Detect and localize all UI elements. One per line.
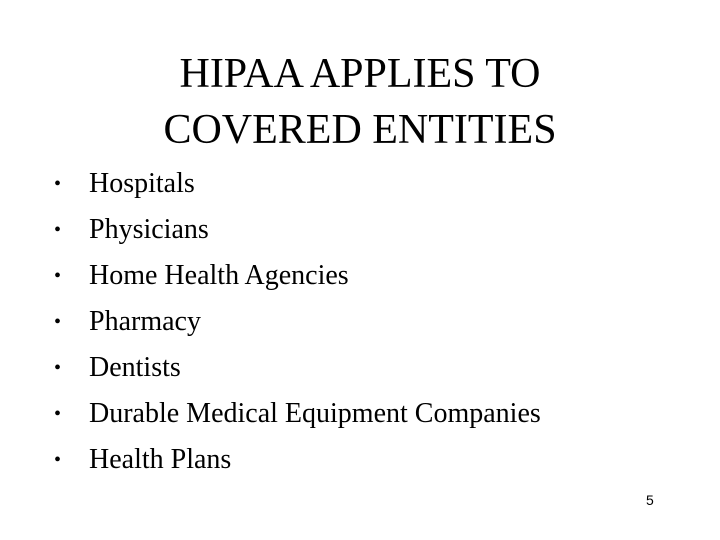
slide-title-line: HIPAA APPLIES TO xyxy=(179,51,541,97)
bullet-item xyxy=(54,253,541,299)
slide-title-line: COVERED ENTITIES xyxy=(163,107,557,153)
bullet-item xyxy=(54,299,541,345)
bullet-text: Health Plans xyxy=(89,444,232,475)
bullet-text: Dentists xyxy=(89,352,181,383)
bullet-item xyxy=(54,207,541,253)
bullet-icon: • xyxy=(54,311,62,333)
bullet-icon: • xyxy=(54,449,62,471)
bullet-icon: • xyxy=(54,403,62,425)
bullet-item xyxy=(54,391,541,437)
bullet-text: Pharmacy xyxy=(89,306,201,337)
bullet-text: Home Health Agencies xyxy=(89,260,349,291)
bullet-item xyxy=(54,161,541,207)
bullet-list xyxy=(54,161,541,483)
bullet-text: Physicians xyxy=(89,214,209,245)
bullet-item xyxy=(54,437,541,483)
bullet-icon: • xyxy=(54,265,62,287)
bullet-icon: • xyxy=(54,219,62,241)
page-number: 5 xyxy=(646,492,654,508)
bullet-icon: • xyxy=(54,173,62,195)
slide-title xyxy=(60,46,660,158)
bullet-text: Durable Medical Equipment Companies xyxy=(89,398,541,429)
bullet-icon: • xyxy=(54,357,62,379)
bullet-text: Hospitals xyxy=(89,168,195,199)
bullet-item xyxy=(54,345,541,391)
